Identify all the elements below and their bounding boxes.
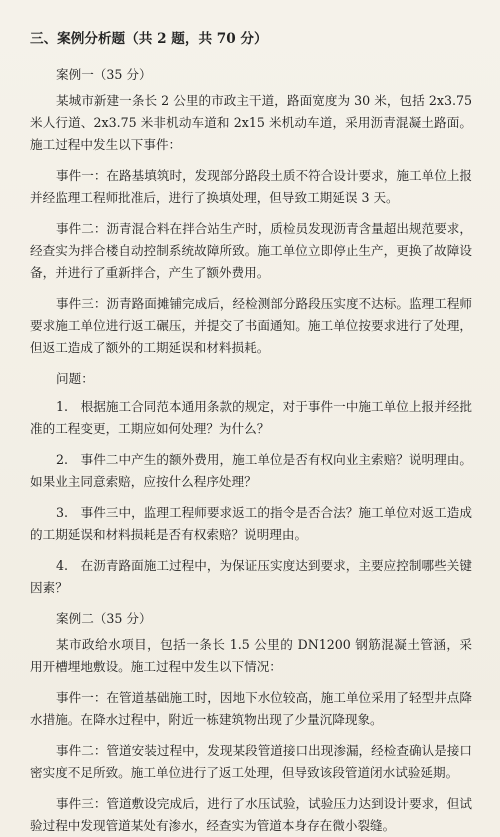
case2-event3: 事件三：管道敷设完成后，进行了水压试验，试验压力达到设计要求，但试验过程中发现管道某处有渗水，经查实为管道本身存在微小裂缝。 [30,796,472,833]
case1-question-1: 1. 根据施工合同范本通用条款的规定，对于事件一中施工单位上报并经批准的工程变更，工期应如何处理？为什么？ [30,399,472,436]
case1-questions-label: 问题： [56,371,94,386]
case1-event1: 事件一：在路基填筑时，发现部分路段土质不符合设计要求，施工单位上报并经监理工程师批准后，进行了换填处理，但导致工期延误 3 天。 [30,168,472,205]
case1-question-3: 3. 事件三中，监理工程师要求返工的指令是否合法？施工单位对返工造成的工期延误和材料损耗是否有权索赔？说明理由。 [30,505,472,542]
section-title: 三、案例分析题（共 2 题，共 70 分） [30,31,268,47]
case2-event1: 事件一：在管道基础施工时，因地下水位较高，施工单位采用了轻型井点降水措施。在降水过程中，附近一栋建筑物出现了少量沉降现象。 [30,690,472,727]
case1-title: 案例一（35 分） [56,67,152,82]
case1-question-4: 4. 在沥青路面施工过程中，为保证压实度达到要求，主要应控制哪些关键因素？ [30,558,472,595]
case1-event2: 事件二：沥青混合料在拌合站生产时，质检员发现沥青含量超出规范要求，经查实为拌合楼自动控制系统故障所致。施工单位立即停止生产，更换了故障设备，并进行了重新拌合，产生了额外费用。 [30,221,472,280]
case2-intro: 某市政给水项目，包括一条长 1.5 公里的 DN1200 钢筋混凝土管涵，采用开槽埋地敷设。施工过程中发生以下情况： [30,637,472,674]
case2-title: 案例二（35 分） [56,611,152,626]
case1-intro: 某城市新建一条长 2 公里的市政主干道，路面宽度为 30 米，包括 2x3.75 米人行道、2x3.75 米非机动车道和 2x15 米机动车道，采用沥青混凝土路面。施工过程中发生以下事件： [30,93,472,152]
case1-question-2: 2. 事件二中产生的额外费用，施工单位是否有权向业主索赔？说明理由。如果业主同意索赔，应按什么程序处理？ [30,452,472,489]
case2-event2: 事件二：管道安装过程中，发现某段管道接口出现渗漏，经检查确认是接口密实度不足所致。施工单位进行了返工处理，但导致该段管道闭水试验延期。 [30,743,472,780]
case1-event3: 事件三：沥青路面摊铺完成后，经检测部分路段压实度不达标。监理工程师要求施工单位进行返工碾压，并提交了书面通知。施工单位按要求进行了处理，但返工造成了额外的工期延误和材料损耗。 [30,296,472,355]
